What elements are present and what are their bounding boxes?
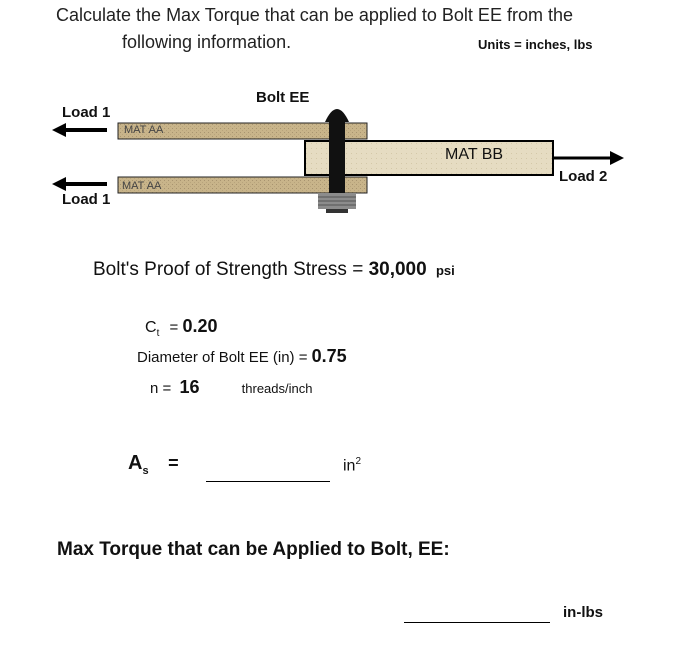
thread-count-unit: threads/inch: [241, 381, 313, 396]
proof-strength-label: Bolt's Proof of Strength Stress =: [93, 259, 364, 280]
bolt-head: [325, 109, 349, 122]
thread-count-label: n =: [150, 380, 172, 397]
ct-line: [145, 316, 218, 339]
thread-count-value: 16: [179, 377, 200, 397]
load1-top-arrow: [52, 123, 107, 137]
load2-label: Load 2: [559, 168, 608, 185]
mat-aa-bottom-label: MAT AA: [122, 180, 162, 192]
ct-equals: =: [169, 319, 179, 336]
stress-area-label: [128, 452, 179, 477]
mat-bb-label: MAT BB: [445, 146, 504, 163]
problem-title-line2: following information.: [122, 32, 292, 52]
bolt-ee-label: Bolt EE: [256, 89, 310, 106]
max-torque-unit: in-lbs: [563, 604, 603, 621]
load2-arrow: [553, 151, 624, 165]
proof-strength-value: 30,000: [368, 259, 427, 280]
as-label: A: [128, 452, 143, 474]
proof-strength-line: [93, 259, 455, 281]
load1-bottom-arrow: [52, 177, 107, 191]
proof-strength-unit: psi: [435, 263, 455, 278]
thread-count-line: [150, 377, 312, 398]
diameter-line: [137, 346, 347, 367]
as-subscript: s: [142, 465, 149, 477]
problem-title-line1: Calculate the Max Torque that can be applied to Bolt EE from the: [56, 5, 573, 25]
max-torque-heading: Max Torque that can be Applied to Bolt, EE:: [57, 539, 450, 560]
max-torque-blank[interactable]: [404, 604, 550, 623]
as-unit: in: [343, 457, 356, 475]
diameter-value: 0.75: [311, 346, 347, 366]
max-torque-answer[interactable]: [404, 604, 550, 628]
as-equals: =: [168, 453, 179, 473]
mat-aa-top-label: MAT AA: [124, 124, 164, 136]
ct-subscript: t: [156, 328, 160, 339]
stress-area-blank[interactable]: [206, 463, 330, 482]
diameter-label: Diameter of Bolt EE (in) =: [137, 349, 308, 366]
as-unit-exponent: 2: [355, 456, 362, 467]
stress-area-unit: [343, 456, 361, 475]
stress-area-answer[interactable]: [206, 463, 330, 487]
ct-value: 0.20: [182, 316, 218, 336]
load1-bottom-label: Load 1: [62, 191, 111, 208]
load1-top-label: Load 1: [62, 104, 111, 121]
units-note: Units = inches, lbs: [478, 37, 593, 52]
ct-label: C: [145, 319, 157, 336]
